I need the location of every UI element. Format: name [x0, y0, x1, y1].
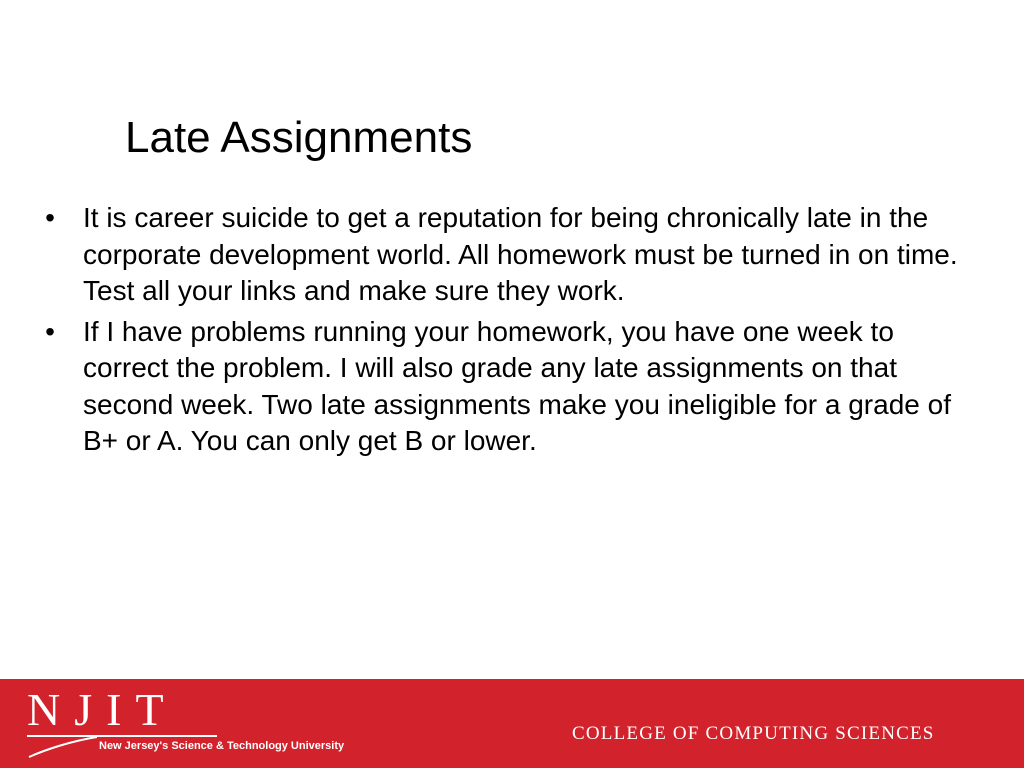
logo-wordmark: NJIT: [27, 684, 178, 735]
bullet-item: [40, 200, 980, 310]
logo-swoosh-icon: [27, 719, 99, 759]
logo-tagline: New Jersey's Science & Technology University: [99, 740, 345, 752]
bullet-text: It is career suicide to get a reputation for being chronically late in the corporate development world. All homework must be turned in on time. Test all your links and make sure they work.: [83, 202, 958, 306]
bullet-item: [40, 314, 980, 460]
bullet-marker: •: [45, 315, 55, 347]
bullet-marker: •: [45, 202, 55, 233]
footer-bar: [0, 679, 1024, 768]
slide-title: Late Assignments: [125, 113, 473, 162]
college-name: COLLEGE OF COMPUTING SCIENCES: [572, 723, 935, 744]
bullet-list: [40, 200, 980, 464]
njit-logo: [27, 679, 397, 768]
bullet-text: If I have problems running your homework, you have one week to correct the problem. I will also grade any late assignments on that second week. Two late assignments make you ineligible for a grade of B+ or A. You can only get B or lower.: [83, 315, 951, 456]
